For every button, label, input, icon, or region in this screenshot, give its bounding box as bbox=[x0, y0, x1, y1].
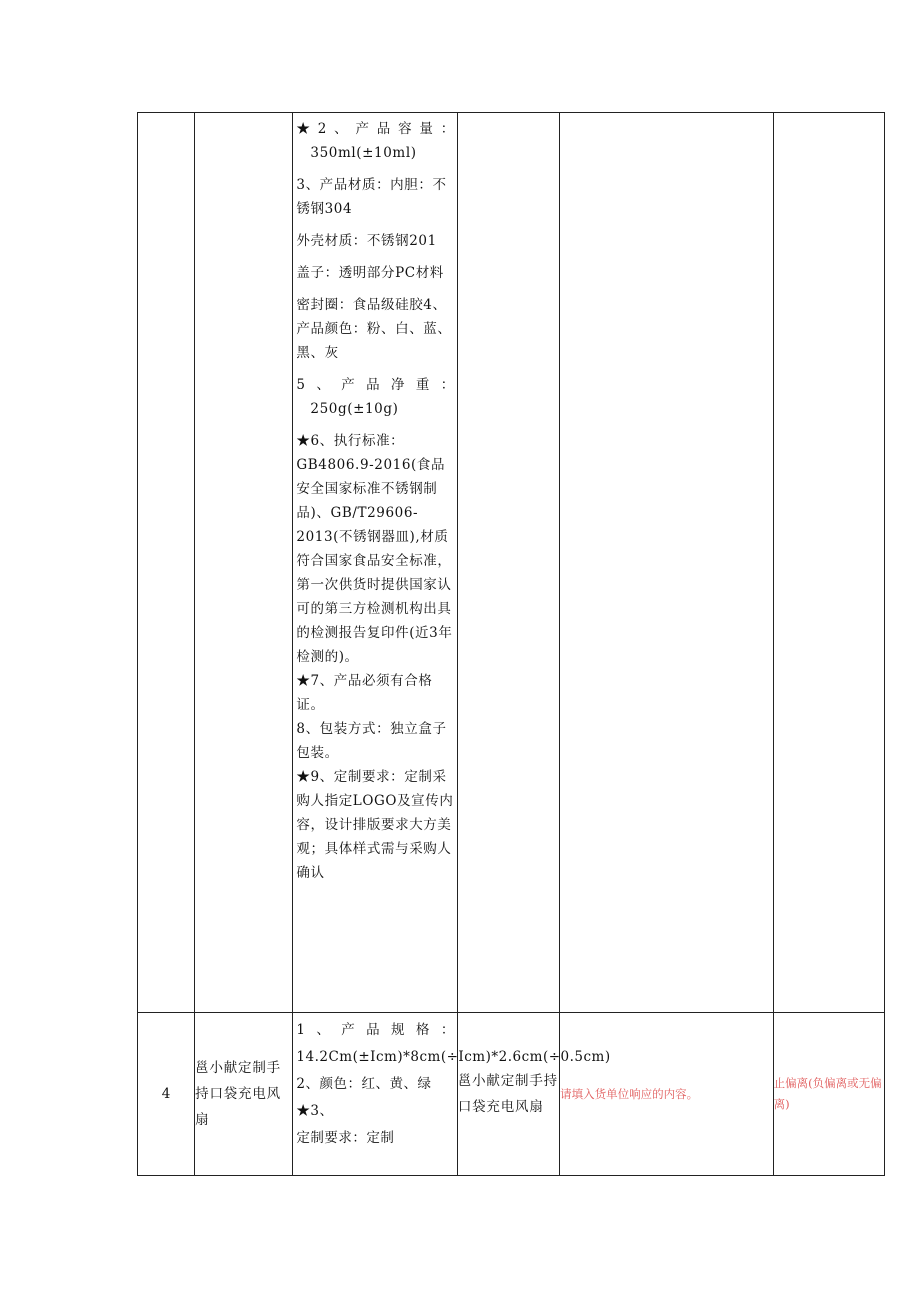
deviation-note: 止偏离(负偏离或无偏离) bbox=[773, 1013, 884, 1176]
procurement-spec-table bbox=[137, 112, 885, 1176]
spec-line: 250g(±10g) bbox=[310, 401, 399, 417]
spec-line: ★9、定制要求：定制采购人指定LOGO及宣传内容，设计排版要求大方美观；具体样式需与采购人确认 bbox=[296, 769, 454, 881]
response-content-note: 请填入货单位响应的内容。 bbox=[560, 1013, 774, 1176]
item-number-cell bbox=[138, 113, 195, 1013]
spec-line: 8、包装方式：独立盒子包装。 bbox=[296, 721, 447, 761]
spec-cell bbox=[293, 113, 457, 1013]
spec-line: 定制要求：定制 bbox=[296, 1130, 395, 1146]
deviation-cell bbox=[773, 113, 884, 1013]
product-name-cell bbox=[195, 113, 293, 1013]
spec-line: 盖子：透明部分PC材料 bbox=[296, 265, 444, 281]
spec-line: ★2、产品容量： bbox=[296, 121, 455, 137]
response-content-cell bbox=[560, 113, 774, 1013]
response-product-name: 邕小献定制手持口袋充电风扇 bbox=[457, 1013, 559, 1176]
table-row bbox=[138, 113, 885, 1013]
spec-line: 14.2Cm(±Icm)*8cm(÷Icm)*2.6cm(÷0.5cm) bbox=[296, 1049, 611, 1065]
spec-line: 350ml(±10ml) bbox=[310, 145, 417, 161]
spec-line: ★7、产品必须有合格证。 bbox=[296, 673, 433, 713]
spec-line: ★6、执行标准：GB4806.9-2016(食品安全国家标准不锈钢制品)、GB/T29606-2013(不锈钢器皿),材质符合国家食品安全标准，第一次供货时提供国家认可的第三方检测机构出具的检测报告复印件(近3年检测的)。 bbox=[296, 433, 453, 665]
spec-line: 1、产品规格： bbox=[296, 1022, 455, 1038]
response-name-cell bbox=[457, 113, 559, 1013]
spec-line: 3、产品材质：内胆：不锈钢304 bbox=[296, 177, 447, 217]
spec-line: 5、产品净重： bbox=[296, 377, 455, 393]
spec-line: 2、颜色：红、黄、绿★3、 bbox=[296, 1076, 432, 1119]
product-name: 邕小献定制手持口袋充电风扇 bbox=[195, 1013, 293, 1176]
spec-line: 外壳材质：不锈钢201 bbox=[296, 233, 437, 249]
item-number: 4 bbox=[138, 1013, 195, 1176]
table-row bbox=[138, 1013, 885, 1176]
spec-line: 密封圈：食品级硅胶4、产品颜色：粉、白、蓝、黑、灰 bbox=[296, 297, 452, 361]
